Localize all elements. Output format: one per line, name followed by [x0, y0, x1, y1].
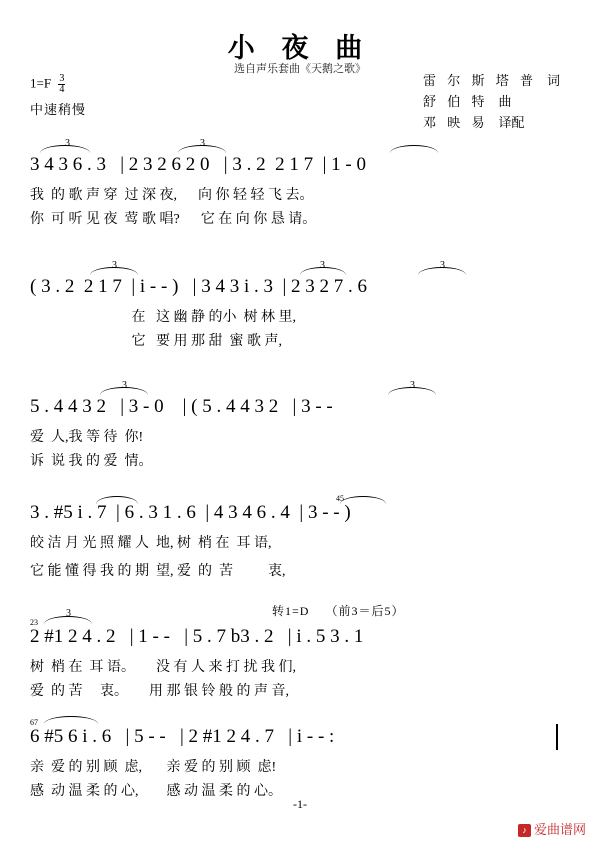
- triplet-arc: [100, 387, 148, 395]
- slur-arc: [96, 496, 138, 504]
- triplet-arc: [178, 145, 226, 153]
- triplet-mark: 3: [200, 138, 205, 149]
- credit-role: 曲: [498, 94, 512, 109]
- note-row: 3 . #5 i . 7 | 6 . 3 1 . 6 | 4 3 4 6 . 4 | 3 - - ): [30, 502, 351, 523]
- measure-number: 67: [30, 718, 38, 727]
- lyric-row-2: 它 能 懂 得 我 的 期 望, 爱 的 苦 衷,: [30, 564, 286, 579]
- watermark-text: 爱曲谱网: [533, 822, 586, 837]
- lyric-row-1: 树 梢 在 耳 语。 没 有 人 来 打 扰 我 们,: [30, 660, 296, 675]
- triplet-arc: [90, 267, 138, 275]
- page-subtitle: 选自声乐套曲《天鹅之歌》: [234, 63, 366, 75]
- music-system-5: [0, 606, 600, 706]
- credit-name: 雷 尔 斯 塔 普: [422, 73, 537, 88]
- time-signature: [58, 74, 65, 95]
- lyric-row-1: 我 的 歌 声 穿 过 深 夜, 向 你 轻 轻 飞 去。: [30, 188, 314, 203]
- note-row: 6 #5 6 i . 6 | 5 - - | 2 #1 2 4 . 7 | i - - :: [30, 726, 335, 747]
- triplet-mark: 3: [112, 260, 117, 271]
- triplet-arc: [300, 267, 346, 275]
- credit-composer: [423, 91, 560, 112]
- triplet-arc: [40, 145, 90, 153]
- credit-lyricist: [423, 70, 560, 91]
- time-signature-numerator: 3: [59, 73, 65, 84]
- triplet-mark: 3: [410, 380, 415, 391]
- page-number: -1-: [293, 797, 307, 811]
- note-row: 2 #1 2 4 . 2 | 1 - - | 5 . 7 b3 . 2 | i . 5 3 . 1: [30, 626, 364, 647]
- music-system-1: [0, 140, 600, 235]
- measure-number: 45: [336, 494, 344, 503]
- triplet-arc: [44, 616, 92, 624]
- triplet-arc: [390, 145, 438, 153]
- slur-arc: [44, 716, 98, 724]
- triplet-mark: 3: [65, 138, 70, 149]
- credit-name: 舒 伯 特: [422, 94, 489, 109]
- slur-arc: [340, 496, 386, 504]
- triplet-arc: [388, 387, 436, 395]
- credit-translator: [423, 112, 560, 133]
- note-row: 5 . 4 4 3 2 | 3 - 0 | ( 5 . 4 4 3 2 | 3 - -: [30, 396, 333, 417]
- triplet-mark: 3: [122, 380, 127, 391]
- credit-role: 词: [546, 73, 560, 88]
- music-note-icon: ♪: [518, 824, 531, 837]
- lyric-row-2: 它 要 用 那 甜 蜜 歌 声,: [30, 334, 282, 349]
- credit-role: 译配: [498, 115, 525, 130]
- page-title: 小 夜 曲: [227, 33, 373, 63]
- tempo-marking: 中速稍慢: [30, 102, 87, 117]
- lyric-row-1: 皎 洁 月 光 照 耀 人 地, 树 梢 在 耳 语,: [30, 536, 272, 551]
- lyric-row-1: 爱 人,我 等 待 你!: [30, 430, 144, 445]
- credits-block: [423, 70, 560, 133]
- lyric-row-2: 爱 的 苦 衷。 用 那 银 铃 般 的 声 音,: [30, 684, 289, 699]
- music-system-2: [0, 262, 600, 357]
- modulation-key: 转1=D: [272, 604, 310, 618]
- note-row: ( 3 . 2 2 1 7 | i - - ) | 3 4 3 i . 3 | 2 3 2 7 . 6: [30, 276, 368, 297]
- key-signature: [30, 74, 65, 95]
- triplet-mark: 3: [440, 260, 445, 271]
- lyric-row-2: 感 动 温 柔 的 心, 感 动 温 柔 的 心。: [30, 784, 282, 799]
- triplet-arc: [418, 267, 466, 275]
- watermark-logo: [518, 819, 586, 838]
- modulation-label: [272, 602, 404, 619]
- key-signature-label: 1=F: [30, 75, 52, 91]
- credit-name: 邓 映 易: [422, 115, 489, 130]
- time-signature-denominator: 4: [59, 84, 65, 95]
- lyric-row-1: 亲 爱 的 别 顾 虑, 亲 爱 的 别 顾 虑!: [30, 760, 277, 775]
- note-row: 3 4 3 6 . 3 | 2 3 2 6 2 0 | 3 . 2 2 1 7 | 1 - 0: [30, 154, 366, 175]
- lyric-row-2: 你 可 听 见 夜 莺 歌 唱? 它 在 向 你 恳 请。: [30, 212, 317, 227]
- measure-number: 23: [30, 618, 38, 627]
- triplet-mark: 3: [66, 608, 71, 619]
- music-system-4: [0, 488, 600, 588]
- lyric-row-2: 诉 说 我 的 爱 情。: [30, 454, 153, 469]
- triplet-mark: 3: [320, 260, 325, 271]
- music-system-3: [0, 382, 600, 477]
- lyric-row-1: 在 这 幽 静 的小 树 林 里,: [30, 310, 296, 325]
- repeat-barline: [556, 724, 558, 750]
- modulation-note: （前3＝后5）: [325, 604, 405, 618]
